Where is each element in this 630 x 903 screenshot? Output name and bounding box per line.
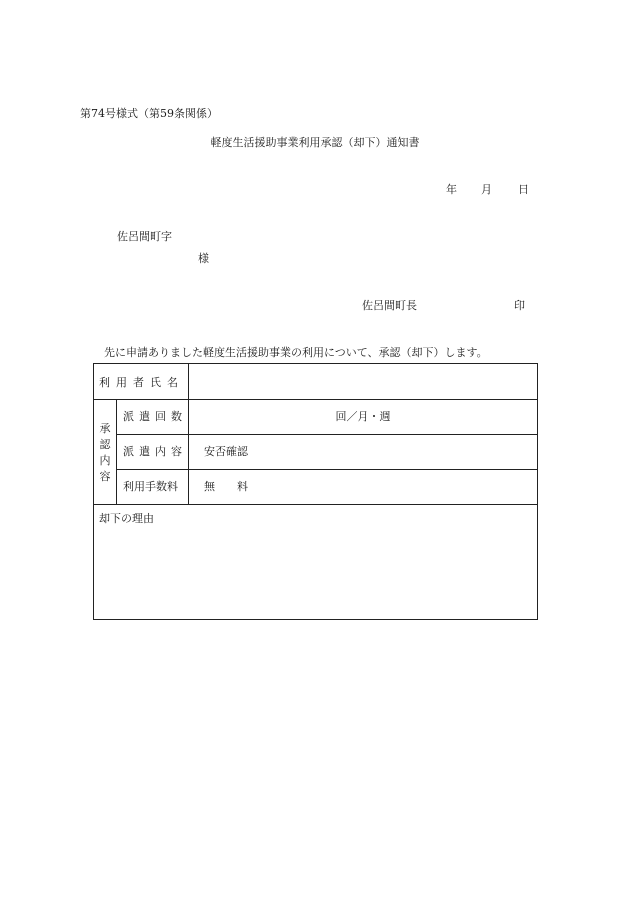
seal-mark: 印 [514,299,525,312]
date-year: 年 [446,183,457,196]
addressee-honorific: 様 [198,252,209,265]
notice-text: 先に申請ありました軽度生活援助事業の利用について、承認（却下）します。 [104,346,488,359]
date-day: 日 [518,183,529,196]
document-title: 軽度生活援助事業利用承認（却下）通知書 [210,136,420,149]
row-divider [116,469,537,470]
usage-fee-value: 無 料 [204,480,248,493]
approval-label-char: 内 [99,453,111,467]
rejection-reason-label: 却下の理由 [99,512,154,525]
date-line [446,184,529,195]
row-divider [94,399,537,400]
dispatch-content-value: 安否確認 [204,445,248,458]
dispatch-count-value: 回／月・週 [335,410,391,423]
row-divider [116,434,537,435]
approval-label-char: 認 [99,437,111,451]
row-divider [94,504,537,505]
issuer-name: 佐呂間町長 [362,299,417,312]
user-name-label: 利用者氏名 [99,376,184,389]
form-number: 第74号様式（第59条関係） [80,107,218,120]
dispatch-content-label: 派遣内容 [123,445,187,458]
column-divider [116,399,117,504]
dispatch-count-label: 派遣回数 [123,410,187,423]
column-divider [188,364,189,504]
addressee-address: 佐呂間町字 [117,230,172,243]
approval-label-char: 容 [99,469,111,483]
usage-fee-label: 利用手数料 [123,480,178,493]
date-month: 月 [481,183,492,196]
approval-form-table [93,363,538,620]
approval-label-char: 承 [99,421,111,435]
approval-contents-label [94,400,116,505]
